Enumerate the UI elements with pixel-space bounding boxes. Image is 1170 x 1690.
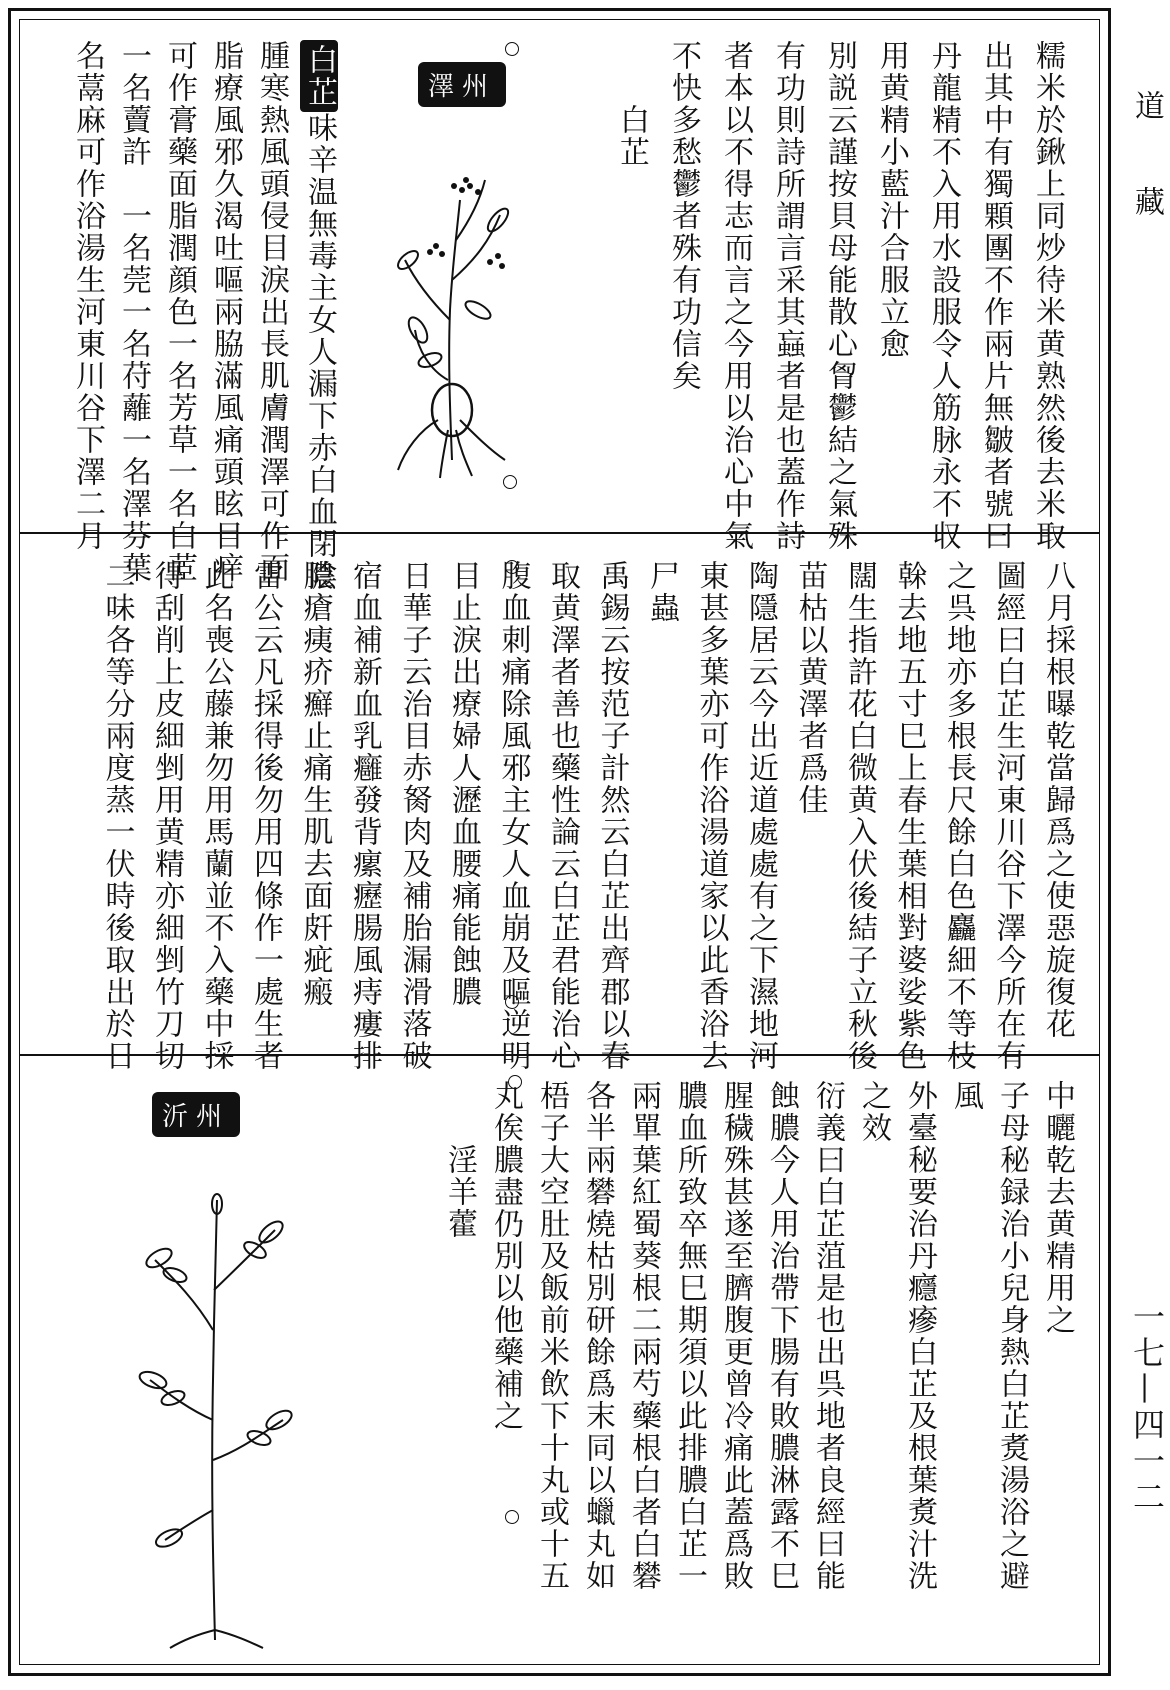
plate-label-yizhou: 沂州 — [152, 1092, 240, 1137]
text-column: 苗枯以黄澤者爲佳 — [792, 560, 828, 816]
text-column: 尸蟲 — [644, 560, 679, 624]
dot-mark — [508, 1075, 522, 1089]
text-column: 脂療風邪久渴吐嘔兩脇滿風痛頭眩目痒 — [208, 40, 243, 584]
text-column: 目止淚出療婦人瀝血腰痛能蝕膿 — [446, 560, 481, 1008]
text-column: 不快多愁鬱者殊有功信矣 — [666, 40, 701, 392]
text-column: 此名喪公藤兼勿用馬蘭並不入藥中採 — [198, 560, 234, 1072]
text-column: 名蒚麻可作浴湯生河東川谷下澤二月 — [70, 40, 105, 552]
text-column: 闊生指許花白微黄入伏後結子立秋後 — [842, 560, 877, 1072]
dot-mark — [505, 1510, 519, 1524]
text-column: 宿血補新血乳癰發背瘰癧腸風痔瘻排 — [347, 560, 382, 1072]
text-column: 日華子云治目赤胬肉及補胎漏滑落破 — [396, 560, 432, 1072]
text-column: 膿瘡痍疥癬止痛生肌去面皯疵瘢 — [297, 560, 333, 1008]
text-column: 得刮削上皮細剉用黄精亦細剉竹刀切 — [149, 560, 184, 1072]
text-column: 腹血刺痛除風邪主女人血崩及嘔逆明 — [495, 560, 531, 1072]
text-column: 腫寒熱風頭侵目淚出長肌膚潤澤可作面 — [254, 40, 289, 584]
text-column: 榦去地五寸巳上春生葉相對婆娑紫色 — [891, 560, 927, 1072]
text-column: 糯米於鍬上同炒待米黄熟然後去米取 — [1030, 40, 1065, 552]
text-column: 東甚多葉亦可作浴湯道家以此香浴去 — [693, 560, 729, 1072]
text-column: 丹龍精不入用水設服令人筋脉永不収 — [926, 40, 961, 552]
text-column: 二味各等分兩度蒸一伏時後取出於日 — [99, 560, 135, 1072]
text-column: 禹錫云按范子計然云白芷出齊郡以春 — [594, 560, 630, 1072]
text-column: 圖經曰白芷生河東川谷下澤今所在有 — [990, 560, 1026, 1072]
text-column: 丸俟膿盡仍別以他藥補之 — [488, 1080, 523, 1432]
margin-title: 道 藏 — [1129, 90, 1164, 234]
text-column: 之效 — [856, 1080, 891, 1144]
plant-illustration-baizhi — [390, 160, 520, 480]
dot-mark — [505, 995, 519, 1009]
text-column: 出其中有獨顆團不作兩片無皺者號曰 — [978, 40, 1013, 552]
text-column-body: 味辛温無毒主女人漏下赤白血閉陰 — [302, 112, 337, 592]
text-column: 兩單葉紅蜀葵根二兩芍藥根白者白礬 — [626, 1080, 661, 1592]
text-column: 有功則詩所謂言采其蝱者是也蓋作詩 — [770, 40, 805, 552]
plant-illustration-yinyanghuo — [135, 1180, 295, 1650]
text-column: 別説云謹按貝母能散心胷鬱結之氣殊 — [822, 40, 857, 552]
margin-page-number: 一七—四一二 — [1128, 1300, 1166, 1516]
text-column: 淫羊藿 — [442, 1080, 477, 1240]
text-column: 之呉地亦多根長尺餘白色麤細不等枝 — [941, 560, 976, 1072]
dot-mark — [505, 560, 519, 574]
text-column: 雷公云凡採得後勿用四條作一處生者 — [248, 560, 283, 1072]
text-column: 一名藚許 一名莞一名苻蘺一名澤芬葉 — [116, 40, 151, 584]
plate-label-zezhou: 澤州 — [418, 62, 506, 107]
text-column: 外臺秘要治丹癮瘮白芷及根葉煑汁洗 — [902, 1080, 937, 1592]
text-column: 膿血所致卒無巳期須以此排膿白芷一 — [672, 1080, 707, 1592]
text-column: 八月採根曝乾當歸爲之使惡旋復花 — [1040, 560, 1075, 1040]
text-column: 可作膏藥面脂潤顔色一名芳草一名白茝 — [162, 40, 197, 584]
text-column: 取黄澤者善也藥性論云白芷君能治心 — [545, 560, 580, 1072]
text-column: 衍義曰白芷菹是也出呉地者良經曰能 — [810, 1080, 845, 1592]
dot-mark — [505, 42, 519, 56]
text-column: 蝕膿今人用治帶下腸有敗膿淋露不巳 — [764, 1080, 799, 1592]
text-column — [300, 40, 338, 592]
text-column: 者本以不得志而言之今用以治心中氣 — [718, 40, 753, 552]
text-column: 風 — [948, 1080, 983, 1112]
herb-name-tag: 白芷 — [300, 40, 338, 112]
text-column: 梧子大空肚及飯前米飲下十丸或十五 — [534, 1080, 569, 1592]
text-column: 陶隱居云今出近道處處有之下濕地河 — [743, 560, 778, 1072]
text-column: 中曬乾去黄精用之 — [1040, 1080, 1075, 1336]
text-column: 用黄精小藍汁合服立愈 — [874, 40, 909, 360]
text-column: 子母秘録治小兒身熱白芷煑湯浴之避 — [994, 1080, 1029, 1592]
text-column: 各半兩礬燒枯別研餘爲末同以蠟丸如 — [580, 1080, 615, 1592]
text-column: 腥穢殊甚遂至臍腹更曾冷痛此蓋爲敗 — [718, 1080, 753, 1592]
text-column: 白芷 — [614, 40, 649, 168]
